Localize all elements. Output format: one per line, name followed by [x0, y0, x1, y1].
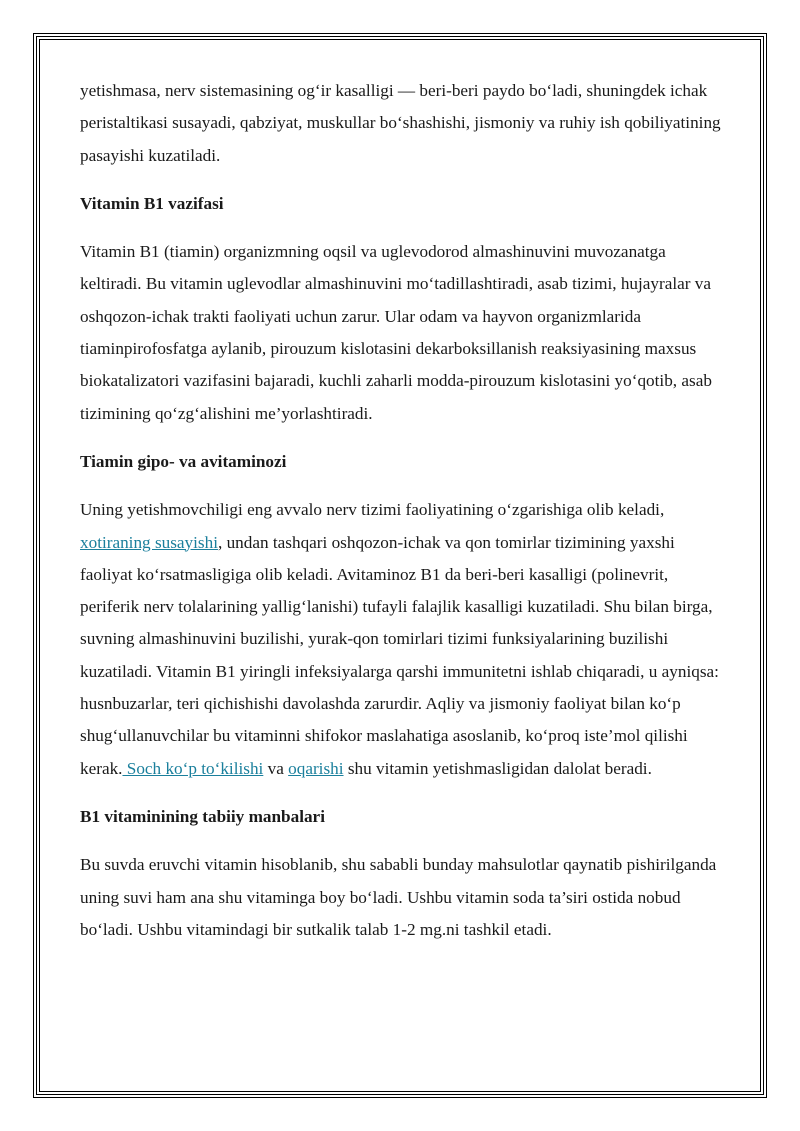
paragraph-natural-sources: Bu suvda eruvchi vitamin hisoblanib, shu sababli bunday mahsulotlar qaynatib pishirilganda uning suvi ham ana shu vitaminga boy bo‘ladi. Ushbu vitamin soda ta’siri ostida nobud bo‘ladi. Ushbu vitamindagi bir sutkalik talab 1-2 mg.ni tashkil etadi. [80, 855, 717, 939]
paragraph-text: , undan tashqari oshqozon-ichak va qon tomirlar tizimining yaxshi faoliyat ko‘rsatmasligiga olib keladi. Avitaminoz B1 da beri-beri kasalligi (polinevrit, periferik nerv tolalarining yallig‘lanishi) tufayli falajlik kasalligi kuzatiladi. Shu bilan birga, suvning almashinuvini buzilishi, yurak-qon tomirlari tizimi funksiyalarining buzilishi kuzatiladi. Vitamin B1 yiringli infeksiyalarga qarshi immunitetni ishlab chiqaradi, u ayniqsa: husnbuzarlar, teri qichishishi davolashda zarurdir. Aqliy va jismoniy faoliyat bilan ko‘p shug‘ullanuvchilar bu vitaminni shifokor maslahatiga asoslanib, ko‘proq iste’mol qilishi kerak. [80, 532, 719, 778]
link-memory-decline[interactable]: xotiraning susayishi [80, 532, 218, 552]
paragraph-vitamin-function: Vitamin B1 (tiamin) organizmning oqsil va uglevodorod almashinuvini muvozanatga keltiradi. Bu vitamin uglevodlar almashinuvini mo‘tadillashtiradi, asab tizimi, hujayralar va oshqozon-ichak trakti faoliyati uchun zarur. Ular odam va hayvon organizmlarida tiaminpirofosfatga aylanib, pirouzum kislotasini dekarboksillanish reaksiyasining maxsus biokatalizatori vazifasini bajaradi, kuchli zaharli modda-pirouzum kislotasini yo‘qotib, asab tizimining qo‘zg‘alishini me’yorlashtiradi. [80, 242, 712, 423]
paragraph-hypo-avitaminosis [80, 494, 730, 785]
heading-natural-sources: B1 vitaminining tabiiy manbalari [80, 806, 325, 826]
link-hair-loss[interactable]: Soch ko‘p to‘kilishi [122, 758, 264, 778]
paragraph-intro: yetishmasa, nerv sistemasining og‘ir kasalligi — beri-beri paydo bo‘ladi, shuningdek ichak peristaltikasi susayadi, qabziyat, muskullar bo‘shashishi, jismoniy va ruhiy ish qobiliyatining pasayishi kuzatiladi. [80, 81, 721, 165]
paragraph-text: va [263, 758, 289, 778]
paragraph-text: shu vitamin yetishmasligidan dalolat beradi. [343, 758, 652, 778]
document-content [80, 75, 730, 962]
page-border [33, 33, 767, 1098]
paragraph-text: Uning yetishmovchiligi eng avvalo nerv tizimi faoliyatining o‘zgarishiga olib keladi, [80, 500, 665, 520]
link-hair-greying[interactable]: oqarishi [288, 758, 344, 778]
heading-hypo-avitaminosis: Tiamin gipo- va avitaminozi [80, 451, 287, 471]
heading-vitamin-function: Vitamin B1 vazifasi [80, 193, 224, 213]
